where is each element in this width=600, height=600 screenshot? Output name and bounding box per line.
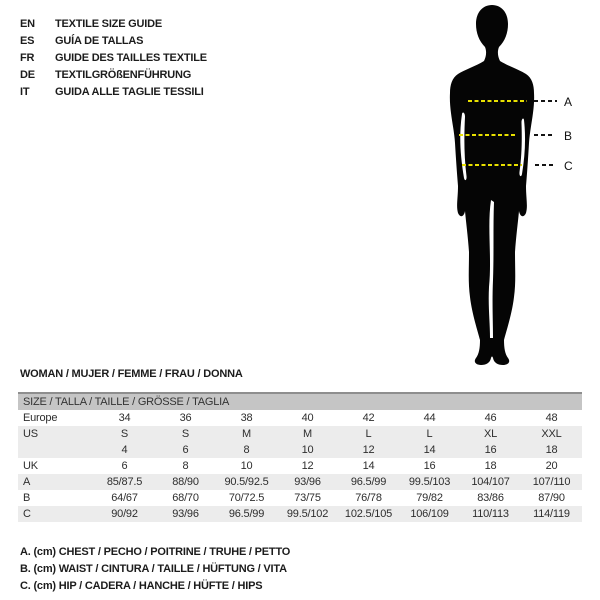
table-cell: 16 [484,444,497,456]
table-cell: 10 [301,444,314,456]
marker-label-b: B [564,129,573,143]
table-cell: 93/96 [294,476,321,488]
legend-hip: C. (cm) HIP / CADERA / HANCHE / HÜFTE / HIPS [20,580,263,592]
table-cell: 12 [301,460,314,472]
table-row-chest [18,474,582,490]
table-cell: S [181,428,190,440]
row-label: B [23,492,31,504]
table-cell: 76/78 [355,492,382,504]
table-row-uk [18,458,582,474]
table-header: SIZE / TALLA / TAILLE / GRÖSSE / TAGLIA [18,394,582,410]
language-title: TEXTILGRÖßENFÜHRUNG [55,69,192,81]
table-cell: S [120,428,129,440]
table-cell: 79/82 [416,492,443,504]
table-cell: 83/86 [477,492,504,504]
legend-waist: B. (cm) WAIST / CINTURA / TAILLE / HÜFTUNG / VITA [20,563,287,575]
table-row-waist [18,490,582,506]
language-row [20,16,207,33]
row-label: US [23,428,38,440]
measurement-legend [20,544,290,595]
language-row [20,67,207,84]
table-cell: 107/110 [532,476,571,488]
table-cell: L [426,428,433,440]
table-cell: 46 [484,412,497,424]
table-cell: XXL [541,428,562,440]
table-cell: 88/90 [172,476,199,488]
row-label: A [23,476,31,488]
table-cell: 48 [545,412,558,424]
table-cell: 87/90 [538,492,565,504]
table-cell: 99.5/103 [408,476,451,488]
chest-measure-line [468,100,527,102]
waist-measure-line [459,134,516,136]
row-label [18,442,94,458]
chest-pointer-line [534,100,557,102]
language-row [20,33,207,50]
table-cell: 16 [423,460,436,472]
table-cell: 68/70 [172,492,199,504]
woman-silhouette [424,2,574,368]
row-label: Europe [23,412,58,424]
table-cell: 110/113 [472,508,509,520]
language-code: IT [20,86,30,98]
table-cell: 42 [362,412,375,424]
table-cell: 8 [182,460,189,472]
table-cell: 20 [545,460,558,472]
table-cell: 90.5/92.5 [224,476,269,488]
table-cell: 96.5/99 [350,476,387,488]
table-cell: XL [483,428,498,440]
group-title: WOMAN / MUJER / FEMME / FRAU / DONNA [20,368,243,380]
language-list [20,16,207,101]
table-cell: 8 [243,444,250,456]
table-cell: 14 [423,444,436,456]
table-cell: 4 [121,444,128,456]
table-cell: M [242,428,251,440]
table-cell: 90/92 [111,508,138,520]
table-cell: 70/72.5 [228,492,265,504]
language-row [20,50,207,67]
table-cell: 34 [118,412,131,424]
hip-measure-line [462,164,522,166]
language-code: ES [20,35,35,47]
table-cell: 18 [484,460,497,472]
hip-pointer-line [535,164,556,166]
table-cell: 44 [423,412,436,424]
table-cell: 38 [240,412,253,424]
table-cell: 93/96 [172,508,199,520]
table-cell: 6 [121,460,128,472]
marker-label-a: A [564,95,573,109]
legend-chest: A. (cm) CHEST / PECHO / POITRINE / TRUHE / PETTO [20,546,291,558]
language-code: FR [20,52,35,64]
language-title: GUIDA ALLE TAGLIE TESSILI [55,86,204,98]
size-table [18,392,582,522]
language-code: EN [20,18,35,30]
table-row-us-numbers [18,442,582,458]
table-cell: 96.5/99 [228,508,265,520]
table-cell: 10 [240,460,253,472]
row-label: C [23,508,31,520]
table-cell: 102.5/105 [344,508,393,520]
language-title: GUÍA DE TALLAS [55,35,144,47]
language-row [20,84,207,101]
table-row-hip [18,506,582,522]
table-cell: 12 [362,444,375,456]
table-row-europe [18,410,582,426]
table-cell: 85/87.5 [106,476,143,488]
table-cell: L [365,428,372,440]
table-cell: 114/119 [533,508,570,520]
table-cell: 99.5/102 [286,508,329,520]
table-cell: 104/107 [471,476,510,488]
table-cell: 18 [545,444,558,456]
table-cell: 36 [179,412,192,424]
table-cell: 73/75 [294,492,321,504]
language-title: GUIDE DES TAILLES TEXTILE [55,52,207,64]
table-row-us-letters [18,426,582,442]
row-label: UK [23,460,38,472]
marker-label-c: C [564,159,573,173]
table-cell: M [303,428,312,440]
table-cell: 14 [362,460,375,472]
language-code: DE [20,69,35,81]
waist-pointer-line [534,134,555,136]
table-cell: 6 [182,444,189,456]
table-cell: 64/67 [111,492,138,504]
table-cell: 40 [301,412,314,424]
language-title: TEXTILE SIZE GUIDE [55,18,163,30]
table-cell: 106/109 [410,508,449,520]
